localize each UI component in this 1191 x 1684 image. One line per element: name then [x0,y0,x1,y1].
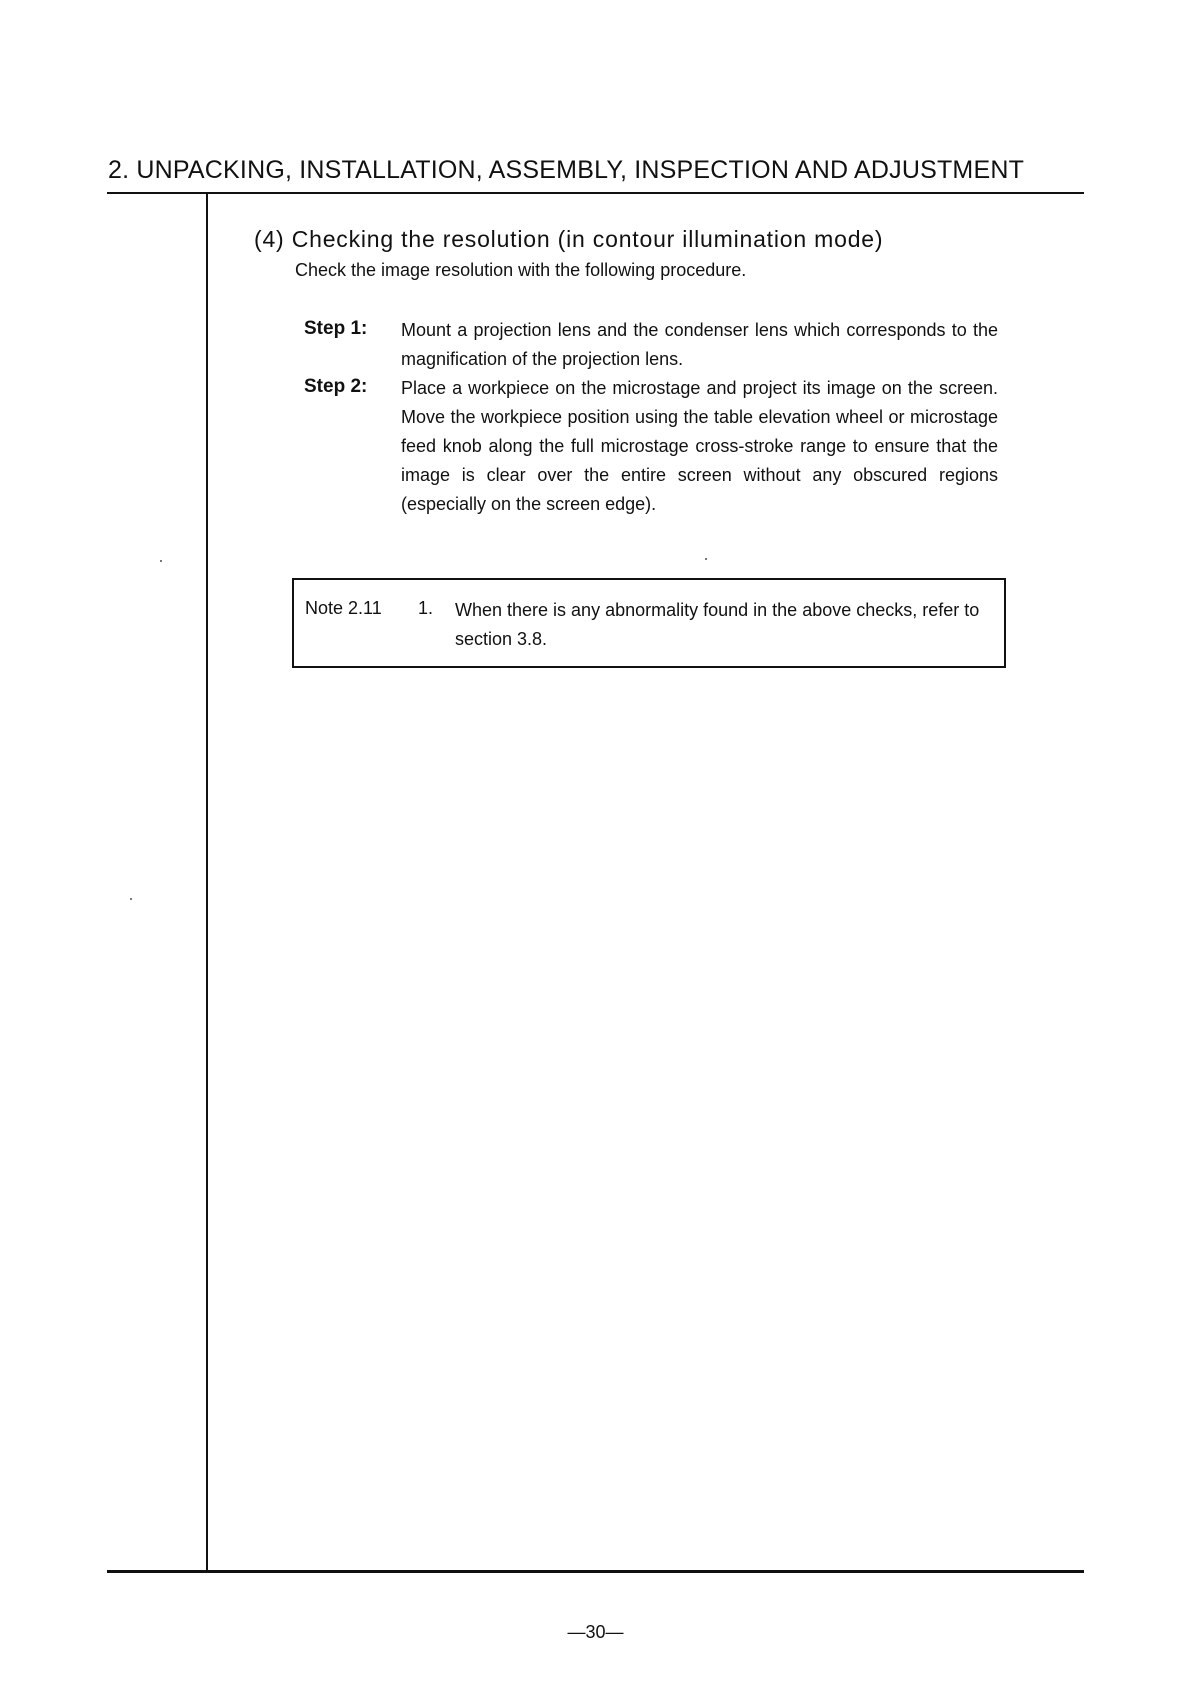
note-box [292,578,1006,668]
bottom-rule [107,1570,1084,1573]
scan-speck [130,898,132,900]
page-number: —30— [567,1622,624,1642]
note-text: When there is any abnormality found in the above checks, refer to section 3.8. [455,600,980,649]
step-1-text: Mount a projection lens and the condenser lens which corresponds to the magnification of the projection lens. [401,320,998,369]
step-2-label: Step 2: [304,376,368,397]
step-2-text: Place a workpiece on the microstage and project its image on the screen. Move the workpiece position using the table elevation wheel or microstage feed knob along the full microstage cross-stroke range to ensure that the image is clear over the entire screen without any obscured regions (especially on the screen edge). [401,378,998,514]
intro-text: Check the image resolution with the following procedure. [295,260,747,280]
section-heading: (4) Checking the resolution (in contour illumination mode) [254,226,884,252]
note-label: Note 2.11 [305,598,382,618]
note-item-number: 1. [418,598,434,618]
scan-speck [705,558,707,560]
step-1-label: Step 1: [304,318,368,339]
left-margin-rule [206,194,208,1572]
chapter-title: 2. UNPACKING, INSTALLATION, ASSEMBLY, INSPECTION AND ADJUSTMENT [108,156,1025,184]
scan-speck [160,560,162,562]
top-rule [107,192,1084,194]
